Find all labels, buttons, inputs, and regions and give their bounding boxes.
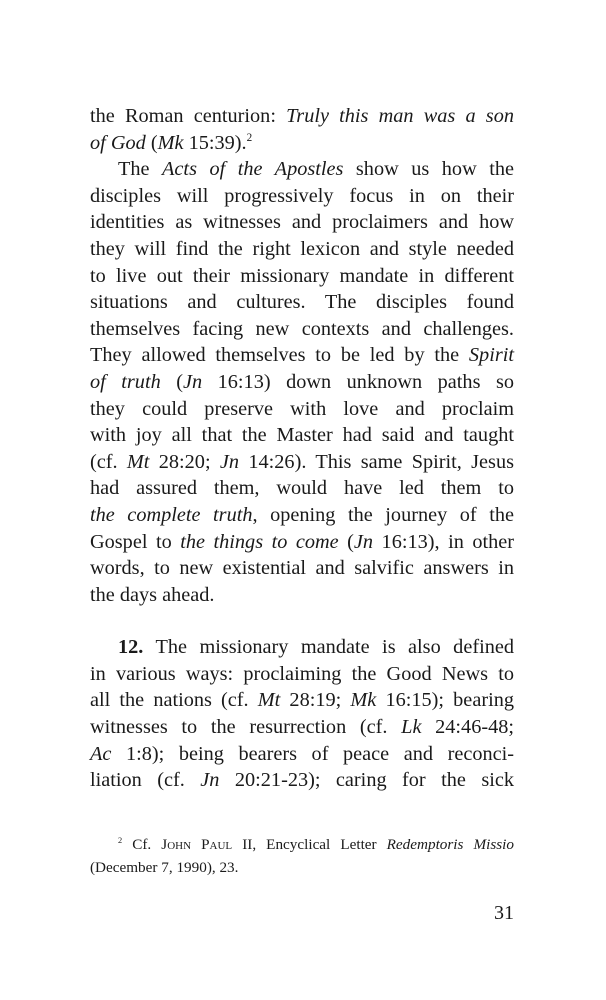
text-line [90,369,514,396]
text-line [90,422,514,449]
text-segment: Acts of the Apostles [162,158,344,181]
text-segment: 15:39). [183,131,247,154]
text-segment: Cf. [122,836,162,853]
text-segment: disciples will progressively focus in on their [90,184,514,207]
text-segment: They allowed themselves to be led by the [90,344,469,367]
text-segment: 16:13) down unknown paths so [202,370,514,393]
text-segment: of God [90,131,146,154]
text-segment: (December 7, 1990), 23. [90,859,239,876]
footnote-line [90,833,514,856]
text-segment: ( [160,370,183,393]
text-segment: identities as witnesses and proclaimers and how [90,211,514,234]
text-line [90,289,514,316]
text-segment: of truth [90,370,161,393]
text-segment: had assured them, would have led them to [90,477,514,500]
footnote-marker: 2 [246,131,253,144]
text-segment: The missionary mandate is also defined [143,636,514,659]
text-segment: Jn [353,530,374,553]
text-segment: Mk [350,689,377,712]
text-segment: 1:8); being bearers of peace and reconci- [111,742,514,765]
text-segment: 20:21-23); caring for the sick [219,769,514,792]
text-line [90,236,514,263]
text-line [90,130,514,157]
text-segment: 28:20; [149,450,220,473]
text-line [90,209,514,236]
text-segment: all the nations (cf. [90,689,258,712]
text-segment: the things to come [180,530,339,553]
text-segment: 14:26). This same Spirit, Jesus [239,450,514,473]
text-segment: John Paul [161,836,233,853]
text-line [90,396,514,423]
text-segment: ( [145,131,158,154]
text-segment: Mt [257,689,281,712]
text-line [90,714,514,741]
text-line [90,342,514,369]
text-segment: Mk [157,131,184,154]
text-segment: witnesses to the resurrection (cf. [90,716,402,739]
text-segment: Jn [219,450,240,473]
text-line [90,741,514,768]
text-segment: 16:15); bearing [376,689,514,712]
text-line [90,183,514,210]
text-line [90,555,514,582]
text-line [90,767,514,794]
text-segment: words, to new existential and salvific answers in [90,557,514,580]
text-segment: liation (cf. [90,769,201,792]
text-segment: themselves facing new contexts and challenges. [90,317,514,340]
text-line [90,156,514,183]
text-segment: 16:13), in other [373,530,515,553]
text-segment: Gospel to [90,530,181,553]
text-segment: the complete truth [90,503,253,526]
text-line [90,661,514,688]
footnote-line [90,856,514,879]
text-segment: Truly this man was a son [286,105,514,127]
text-line [90,502,514,529]
text-line [90,449,514,476]
text-line [90,263,514,290]
body-text [90,103,514,794]
text-segment: , opening the journey of the [252,503,514,526]
text-segment: The [118,158,163,181]
text-segment: Ac [90,742,112,765]
text-segment: with joy all that the Master had said and taught [90,424,514,447]
text-segment: Jn [182,370,203,393]
text-segment: they could preserve with love and proclaim [90,397,514,420]
text-segment: the Roman centurion: [90,105,287,127]
text-segment: show us how the [343,158,514,181]
text-segment: 12. [118,636,144,659]
text-segment: Mt [126,450,150,473]
text-segment: they will find the right lexicon and style needed [90,237,514,260]
text-segment: 28:19; [280,689,351,712]
text-line [90,316,514,343]
text-line [90,687,514,714]
text-segment: the days ahead. [90,583,215,606]
text-line [90,475,514,502]
text-segment: to live out their missionary mandate in different [90,264,514,287]
text-line [90,529,514,556]
footnotes [90,833,514,879]
text-segment: 24:46-48; [421,716,515,739]
text-line [90,582,514,609]
text-segment: Spirit [468,344,514,367]
text-segment: (cf. [90,450,127,473]
text-segment: situations and cultures. The disciples found [90,291,514,314]
text-segment: in various ways: proclaiming the Good News to [90,662,514,685]
text-segment: II, Encyclical Letter [232,836,387,853]
text-line [90,634,514,661]
footnote-marker: 2 [118,836,123,846]
page-number: 31 [494,902,514,924]
text-line [90,103,514,130]
text-segment: Lk [401,716,422,739]
text-segment: Redemptoris Missio [386,836,514,853]
text-segment: Jn [200,769,220,792]
text-segment: ( [338,530,354,553]
